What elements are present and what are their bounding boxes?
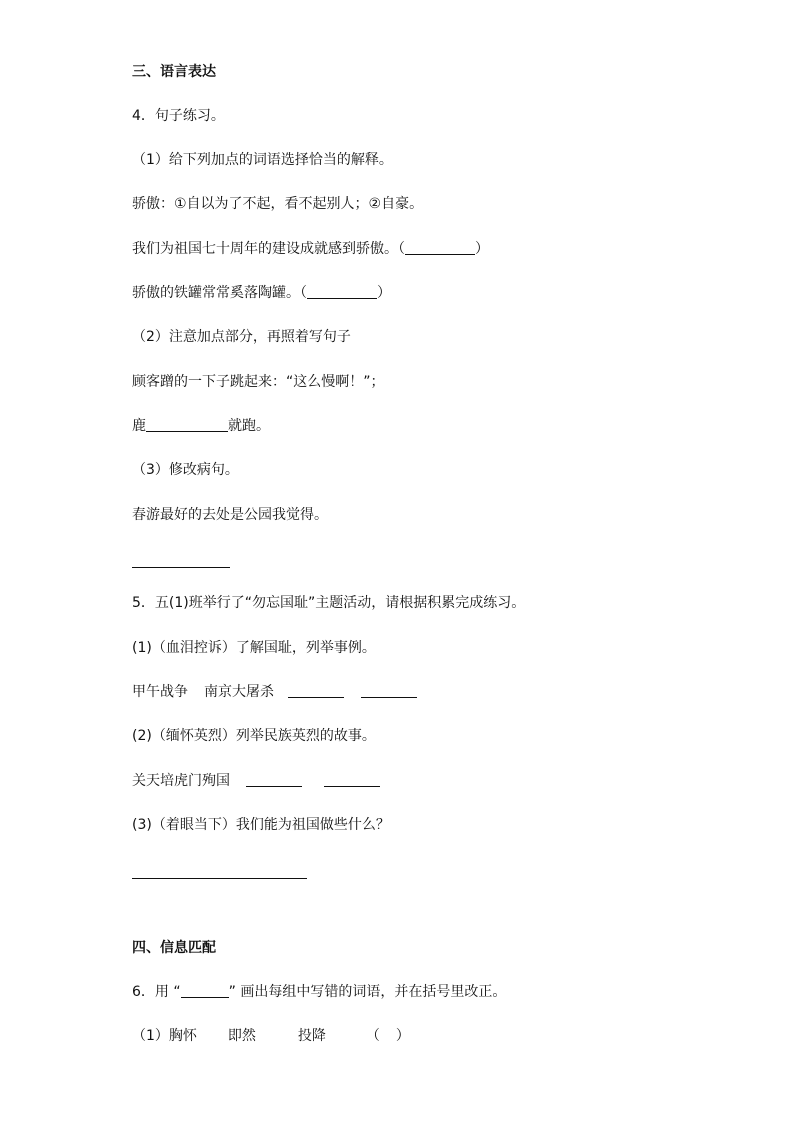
q4-title: 4．句子练习。	[132, 108, 225, 124]
q4-part3-answer-line[interactable]	[132, 566, 230, 568]
q6-title-suffix: ” 画出每组中写错的词语，并在括号里改正。	[228, 984, 507, 1000]
q4-sentence1-answer-blank[interactable]	[405, 240, 475, 255]
q4-sentence2-close: ）	[377, 285, 391, 301]
q5-part2-blank-2[interactable]	[324, 772, 380, 787]
q4-part1-prompt: （1）给下列加点的词语选择恰当的解释。	[132, 152, 393, 168]
q6-title-prefix: 6．用 “	[132, 984, 181, 1000]
section4-heading: 四、信息匹配	[132, 940, 216, 956]
q6-row1-paren-open: （	[365, 1028, 380, 1044]
q4-part3-prompt: （3）修改病句。	[132, 462, 239, 478]
q5-part1-blank-1[interactable]	[288, 683, 344, 698]
q4-fill-blank[interactable]	[146, 417, 228, 432]
q5-part1-examples	[132, 682, 417, 702]
q5-example-nanjing: 南京大屠杀	[204, 684, 274, 700]
q5-example-guan: 关天培虎门殉国	[132, 773, 230, 789]
q4-sentence2-text: 骄傲的铁罐常常奚落陶罐。（	[132, 285, 307, 301]
q5-part2-blank-1[interactable]	[246, 772, 302, 787]
q4-sentence1-close: ）	[475, 241, 489, 257]
q4-definition: 骄傲：①自以为了不起，看不起别人；②自豪。	[132, 196, 424, 212]
section3-heading: 三、语言表达	[132, 64, 216, 80]
q6-underline-sample	[181, 983, 229, 998]
q5-part1-blank-2[interactable]	[361, 683, 417, 698]
q6-row1-label: （1）胸怀	[132, 1028, 197, 1044]
q4-sentence2	[132, 283, 391, 303]
q6-row1-word2: 即然	[227, 1028, 256, 1044]
q4-sentence2-answer-blank[interactable]	[307, 284, 377, 299]
q4-part2-prompt: （2）注意加点部分，再照着写句子	[132, 329, 351, 345]
q4-part3-sentence: 春游最好的去处是公园我觉得。	[132, 507, 328, 523]
q5-part3-answer-line[interactable]	[132, 877, 307, 879]
q4-sentence1	[132, 239, 489, 259]
q5-part2-examples	[132, 771, 380, 791]
q4-fill-prefix: 鹿	[132, 418, 146, 434]
q4-part2-example: 顾客蹭的一下子跳起来：“这么慢啊！”；	[132, 374, 385, 390]
q4-fill-suffix: 就跑。	[228, 418, 270, 434]
q4-part2-fill	[132, 416, 270, 436]
q5-title: 5．五(1)班举行了“勿忘国耻”主题活动，请根据积累完成练习。	[132, 595, 526, 611]
q6-title	[132, 982, 506, 1002]
q6-row1	[132, 1026, 410, 1046]
q4-sentence1-text: 我们为祖国七十周年的建设成就感到骄傲。（	[132, 241, 405, 257]
q5-part3-prompt: (3)（着眼当下）我们能为祖国做些什么？	[132, 817, 390, 833]
q5-part1-prompt: (1)（血泪控诉）了解国耻，列举事例。	[132, 640, 376, 656]
q5-example-jiawu: 甲午战争	[132, 684, 188, 700]
q6-row1-paren-close: ）	[395, 1028, 410, 1044]
q6-row1-word3: 投降	[297, 1028, 326, 1044]
q5-part2-prompt: (2)（缅怀英烈）列举民族英烈的故事。	[132, 728, 376, 744]
